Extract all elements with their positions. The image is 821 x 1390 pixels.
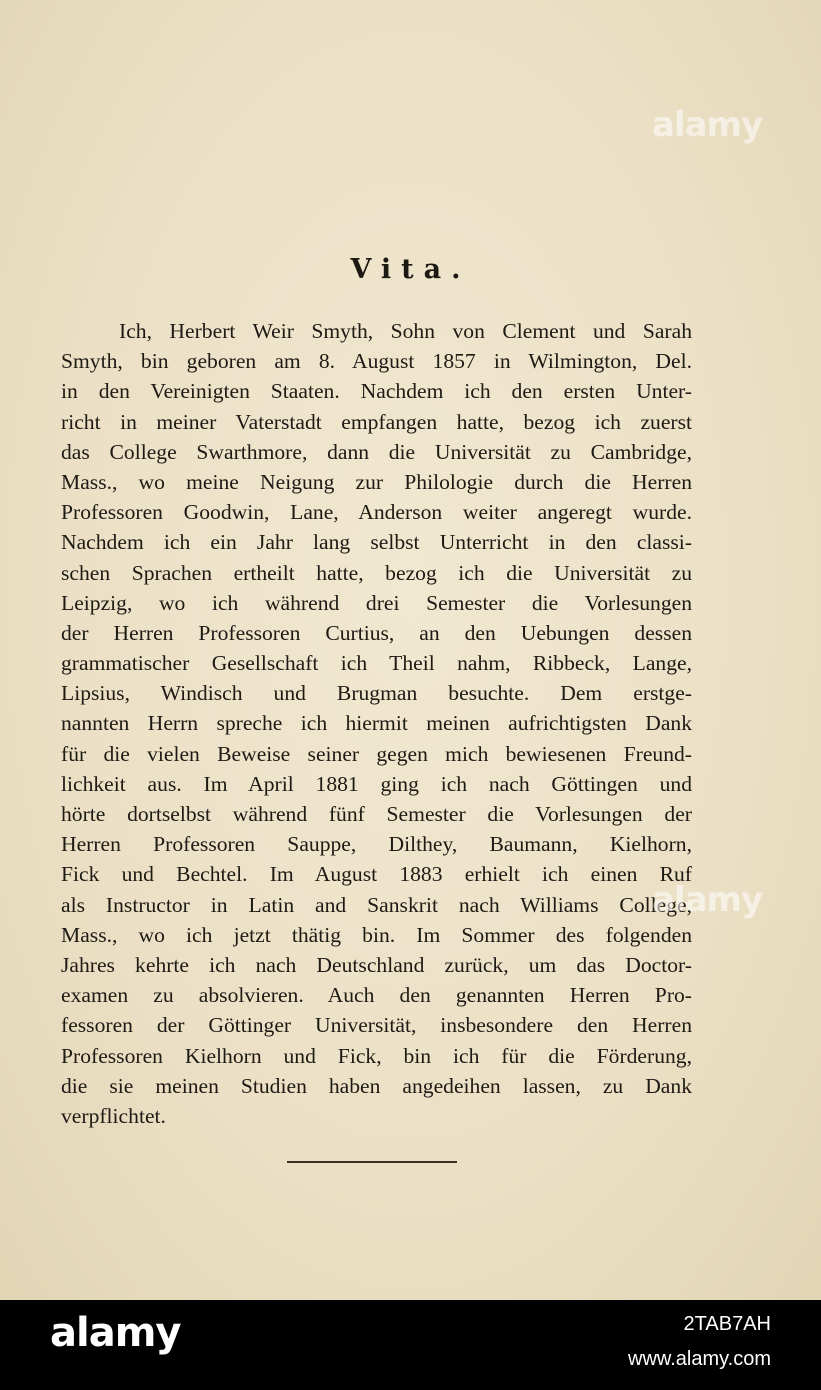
text-line: Smyth, bin geboren am 8. August 1857 in Wilmington, Del. xyxy=(61,349,692,374)
text-line: Fick und Bechtel. Im August 1883 erhielt ich einen Ruf xyxy=(61,862,692,887)
text-line: Professoren Kielhorn und Fick, bin ich für die Förderung, xyxy=(61,1043,692,1068)
text-line: examen zu absolvieren. Auch den genannten Herren Pro- xyxy=(61,983,692,1008)
text-line: in den Vereinigten Staaten. Nachdem ich den ersten Unter- xyxy=(61,379,692,404)
text-line: fessoren der Göttinger Universität, insbesondere den Herren xyxy=(61,1013,692,1038)
text-line: als Instructor in Latin and Sanskrit nach Williams College, xyxy=(61,892,692,917)
text-line: Mass., wo ich jetzt thätig bin. Im Sommer des folgenden xyxy=(61,922,692,947)
text-line: nannten Herrn spreche ich hiermit meinen aufrichtigsten Dank xyxy=(61,711,692,736)
text-line: hörte dortselbst während fünf Semester die Vorlesungen der xyxy=(61,802,692,826)
text-line: Nachdem ich ein Jahr lang selbst Unterricht in den classi- xyxy=(61,530,692,555)
page-title: Vita. xyxy=(350,254,471,285)
text-line: Lipsius, Windisch und Brugman besuchte. Dem erstge- xyxy=(61,681,692,706)
text-line: grammatischer Gesellschaft ich Theil nahm, Ribbeck, Lange, xyxy=(61,651,692,676)
brand-logo: alamy xyxy=(50,1310,181,1356)
text-line: Mass., wo meine Neigung zur Philologie durch die Herren xyxy=(61,469,692,494)
vita-paragraph xyxy=(61,316,692,1131)
site-url: www.alamy.com xyxy=(628,1348,771,1370)
text-line: Jahres kehrte ich nach Deutschland zurück, um das Doctor- xyxy=(61,952,692,977)
text-line: schen Sprachen ertheilt hatte, bezog ich die Universität zu xyxy=(61,560,692,585)
watermark-logo: alamy xyxy=(652,880,763,920)
text-line: das College Swarthmore, dann die Universität zu Cambridge, xyxy=(61,439,692,464)
text-line: der Herren Professoren Curtius, an den Uebungen dessen xyxy=(61,620,692,645)
text-line: Leipzig, wo ich während drei Semester die Vorlesungen xyxy=(61,590,692,615)
text-line: lichkeit aus. Im April 1881 ging ich nach Göttingen und xyxy=(61,771,692,796)
watermark-logo: alamy xyxy=(652,105,763,145)
text-line: die sie meinen Studien haben angedeihen lassen, zu Dank xyxy=(61,1073,692,1098)
image-id: 2TAB7AH xyxy=(683,1313,771,1335)
text-line: Ich, Herbert Weir Smyth, Sohn von Clement und Sarah xyxy=(119,319,692,343)
text-line: für die vielen Beweise seiner gegen mich bewiesenen Freund- xyxy=(61,741,692,766)
text-line: verpflichtet. xyxy=(61,1103,166,1128)
closing-rule xyxy=(287,1161,457,1163)
text-line: richt in meiner Vaterstadt empfangen hatte, bezog ich zuerst xyxy=(61,409,692,434)
text-line: Herren Professoren Sauppe, Dilthey, Baumann, Kielhorn, xyxy=(61,832,692,857)
text-line: Professoren Goodwin, Lane, Anderson weiter angeregt wurde. xyxy=(61,500,692,525)
